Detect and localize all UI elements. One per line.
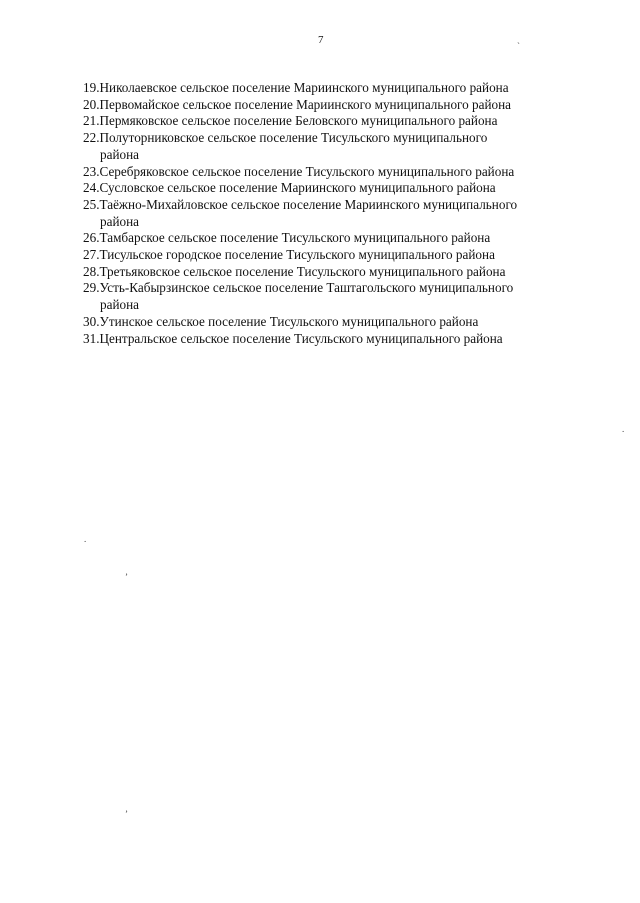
page-number: 7: [318, 34, 324, 46]
list-item: [83, 97, 583, 114]
item-text: Первомайское сельское поселение Мариинского муниципального района: [99, 96, 512, 112]
item-number: 20.: [83, 96, 100, 112]
item-text: Пермяковское сельское поселение Беловского муниципального района: [99, 113, 498, 129]
list-item: [83, 164, 583, 181]
scan-speck: ʼ: [125, 572, 128, 582]
item-number: 24.: [83, 180, 100, 196]
item-text: Таёжно-Михайловское сельское поселение Мариинского муниципального: [99, 196, 518, 212]
item-text: Сусловское сельское поселение Мариинского муниципального района: [99, 180, 496, 196]
item-number: 28.: [83, 263, 100, 279]
list-item: [83, 314, 583, 331]
list-item: [83, 247, 583, 264]
item-number: 27.: [83, 247, 100, 263]
item-text: Николаевское сельское поселение Мариинского муниципального района: [99, 80, 509, 95]
list-item: [83, 180, 583, 197]
settlement-list: [83, 80, 583, 347]
item-number: 30.: [83, 313, 100, 329]
scan-speck: `: [517, 41, 520, 51]
item-text: Центральское сельское поселение Тисульского муниципального района: [99, 330, 503, 346]
list-item: [83, 280, 583, 313]
list-item: [83, 80, 583, 97]
list-item: [83, 113, 583, 130]
item-text: Третьяковское сельское поселение Тисульского муниципального района: [99, 263, 506, 279]
item-continuation: района: [100, 213, 140, 229]
item-number: 29.: [83, 280, 100, 296]
list-item: [83, 331, 583, 348]
item-continuation: района: [100, 297, 140, 313]
item-number: 21.: [83, 113, 100, 129]
list-item: [83, 197, 583, 230]
item-number: 23.: [83, 163, 100, 179]
scan-speck: ʼ: [125, 809, 128, 819]
list-item: [83, 264, 583, 281]
list-item: [83, 130, 583, 163]
item-number: 25.: [83, 196, 100, 212]
item-text: Тамбарское сельское поселение Тисульского муниципального района: [99, 230, 491, 246]
item-number: 22.: [83, 130, 100, 146]
item-text: Тисульское городское поселение Тисульского муниципального района: [99, 247, 495, 263]
item-number: 31.: [83, 330, 100, 346]
item-number: 26.: [83, 230, 100, 246]
scan-speck: .: [622, 424, 625, 434]
scan-speck: .: [84, 534, 87, 544]
item-text: Усть-Кабырзинское сельское поселение Таштагольского муниципального: [99, 280, 514, 296]
item-text: Утинское сельское поселение Тисульского муниципального района: [99, 313, 479, 329]
item-text: Полуторниковское сельское поселение Тисульского муниципального: [99, 130, 488, 146]
list-item: [83, 230, 583, 247]
item-continuation: района: [100, 146, 140, 162]
item-number: 19.: [83, 80, 100, 95]
item-text: Серебряковское сельское поселение Тисульского муниципального района: [99, 163, 515, 179]
